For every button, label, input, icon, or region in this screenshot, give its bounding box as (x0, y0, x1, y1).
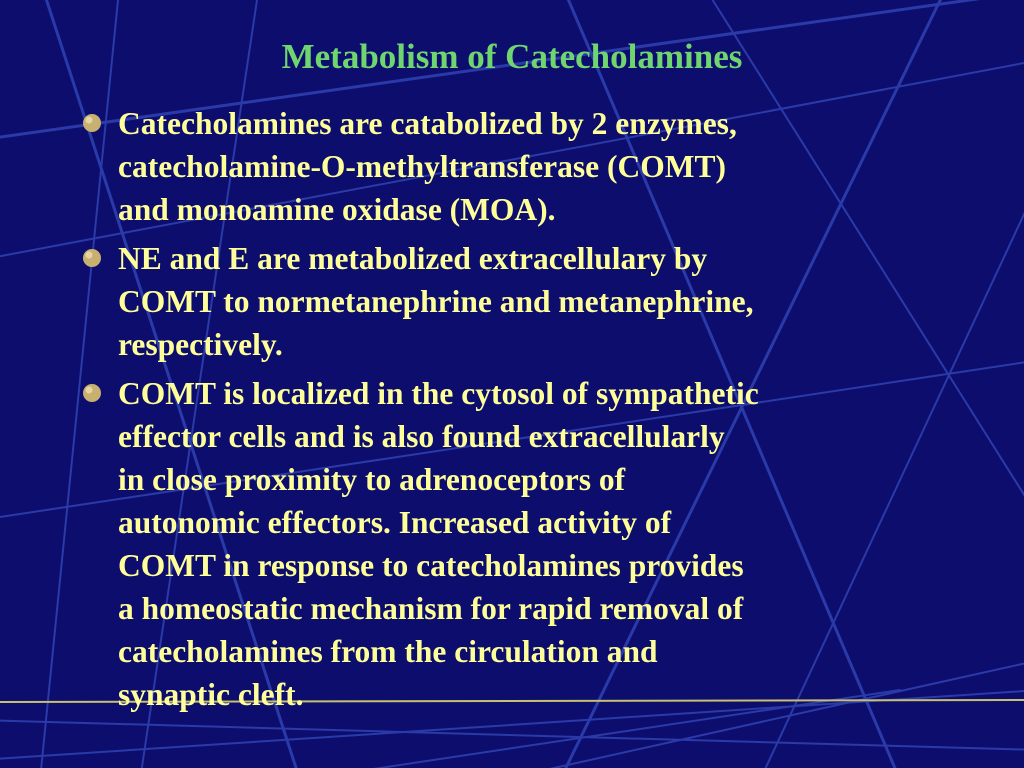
slide-title: Metabolism of Catecholamines (281, 37, 743, 76)
sphere-bullet-icon (82, 113, 102, 133)
sphere-bullet-icon (82, 248, 102, 268)
bullet-item (78, 237, 958, 366)
bullet-text: Catecholamines are catabolized by 2 enzymes, catecholamine-O-methyltransferase (COMT) and monoamine oxidase (MOA). (118, 106, 737, 227)
bullet-text: COMT is localized in the cytosol of sympathetic effector cells and is also found extracellularly in close proximity to adrenoceptors of autonomic effectors. Increased activity of COMT in response to catecholamines provides a homeostatic mechanism for rapid removal of catecholamines from the circulation and synaptic cleft. (118, 376, 759, 712)
bullet-text: NE and E are metabolized extracellulary by COMT to normetanephrine and metanephrine, respectively. (118, 241, 754, 362)
bullet-item (78, 372, 958, 716)
sphere-bullet-icon (82, 383, 102, 403)
bullet-item (78, 102, 958, 231)
bullet-list (78, 102, 958, 722)
